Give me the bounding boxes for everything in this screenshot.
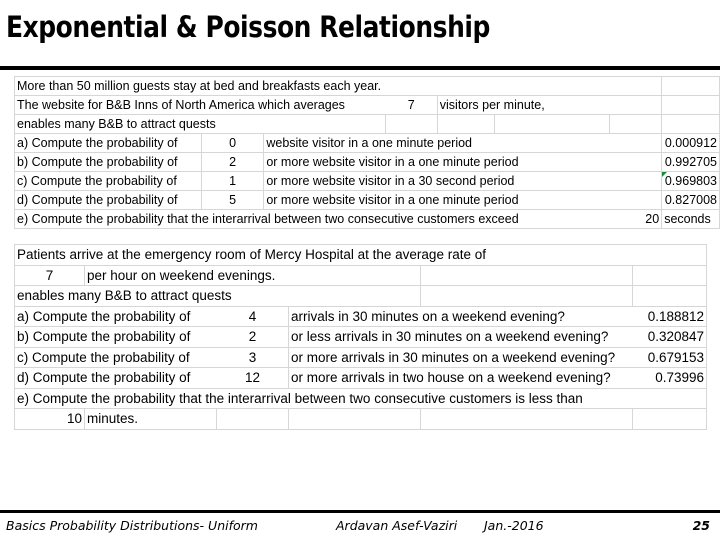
cell-empty[interactable] [662,77,720,96]
cell-intro-line1[interactable]: Patients arrive at the emergency room of Mercy Hospital at the average rate of [15,245,633,266]
cell-question-number[interactable]: 4 [217,306,289,327]
cell-empty[interactable] [609,96,662,115]
cell-empty[interactable] [633,286,707,307]
cell-empty[interactable] [662,115,720,134]
cell-empty[interactable] [662,96,720,115]
cell-empty[interactable] [609,191,662,210]
cell-result[interactable]: 0.679153 [633,347,707,368]
cell-question-number[interactable]: 5 [201,191,263,210]
table-row [15,191,720,210]
table-row [15,409,707,430]
cell-intro-line3[interactable]: enables many B&B to attract quests [15,286,289,307]
table-row [15,368,707,389]
footer-divider [0,510,720,513]
table-row [15,327,707,348]
cell-empty[interactable] [421,265,633,286]
cell-question-label[interactable]: b) Compute the probability of [15,153,202,172]
cell-empty[interactable] [609,77,662,96]
cell-question-number[interactable]: 2 [201,153,263,172]
cell-question-description[interactable]: website visitor in a one minute period [264,134,609,153]
cell-question-label[interactable]: a) Compute the probability of [15,306,217,327]
cell-question-description[interactable]: or more website visitor in a one minute period [264,191,609,210]
cell-result[interactable]: 0.000912 [662,134,720,153]
cell-intro-line1[interactable]: More than 50 million guests stay at bed and breakfasts each year. [15,77,610,96]
cell-intro-line2[interactable]: The website for B&B Inns of North America which averages [15,96,386,115]
cell-question-description[interactable]: or more arrivals in two house on a weekend evening? [289,368,633,389]
cell-empty[interactable] [289,265,421,286]
cell-question-description[interactable]: or more website visitor in a one minute period [264,153,609,172]
cell-question-e-unit[interactable]: minutes. [85,409,217,430]
spreadsheet-bnb-visitors[interactable] [14,76,720,229]
cell-empty[interactable] [289,286,421,307]
cell-intro-line2-suffix[interactable]: visitors per minute, [437,96,609,115]
table-row [15,153,720,172]
cell-question-e-text[interactable]: e) Compute the probability that the interarrival between two consecutive customers exceed [15,210,610,229]
footer-course-title: Basics Probability Distributions- Uniform [6,518,258,533]
cell-question-number[interactable]: 2 [217,327,289,348]
cell-visitor-rate[interactable]: 7 [385,96,437,115]
cell-question-number[interactable]: 12 [217,368,289,389]
cell-question-label[interactable]: b) Compute the probability of [15,327,217,348]
cell-question-description[interactable]: arrivals in 30 minutes on a weekend evening? [289,306,633,327]
table-row [15,96,720,115]
cell-question-e-unit[interactable]: seconds [662,210,720,229]
cell-question-number[interactable]: 3 [217,347,289,368]
cell-question-label[interactable]: c) Compute the probability of [15,172,202,191]
spreadsheet-hospital-arrivals[interactable] [14,244,707,430]
footer-author: Ardavan Asef-Vaziri [336,518,458,533]
cell-result[interactable]: 0.73996 [633,368,707,389]
cell-question-e-number[interactable]: 20 [609,210,662,229]
table-row [15,388,707,409]
cell-empty[interactable] [609,115,662,134]
cell-result[interactable]: 0.827008 [662,191,720,210]
table-row [15,347,707,368]
table-row [15,134,720,153]
table-row [15,115,720,134]
cell-result[interactable]: 0.969803 [662,172,720,191]
cell-question-description[interactable]: or less arrivals in 30 minutes on a weekend evening? [289,327,633,348]
cell-question-description[interactable]: or more website visitor in a 30 second period [264,172,609,191]
cell-empty[interactable] [385,115,437,134]
cell-empty[interactable] [217,409,289,430]
cell-question-e-number[interactable]: 10 [15,409,85,430]
table-row [15,77,720,96]
cell-empty[interactable] [609,153,662,172]
title-underline [0,66,720,70]
cell-question-e-text[interactable]: e) Compute the probability that the interarrival between two consecutive customers is less than [15,388,633,409]
page-title: Exponential & Poisson Relationship [6,10,490,44]
table-row [15,210,720,229]
footer-page-number: 25 [692,518,710,533]
cell-question-label[interactable]: d) Compute the probability of [15,191,202,210]
cell-question-label[interactable]: c) Compute the probability of [15,347,217,368]
cell-empty[interactable] [633,388,707,409]
cell-empty[interactable] [421,286,633,307]
cell-empty[interactable] [437,115,494,134]
cell-question-description[interactable]: or more arrivals in 30 minutes on a weekend evening? [289,347,633,368]
cell-arrival-rate[interactable]: 7 [15,265,85,286]
cell-question-label[interactable]: a) Compute the probability of [15,134,202,153]
cell-intro-line3[interactable]: enables many B&B to attract quests [15,115,264,134]
cell-result[interactable]: 0.188812 [633,306,707,327]
cell-empty[interactable] [609,134,662,153]
cell-result[interactable]: 0.320847 [633,327,707,348]
cell-empty[interactable] [609,172,662,191]
cell-empty[interactable] [289,409,421,430]
cell-empty[interactable] [264,115,385,134]
table-row [15,172,720,191]
cell-question-number[interactable]: 0 [201,134,263,153]
table-row [15,306,707,327]
cell-empty[interactable] [633,409,707,430]
cell-intro-line2[interactable]: per hour on weekend evenings. [85,265,289,286]
cell-question-label[interactable]: d) Compute the probability of [15,368,217,389]
table-row [15,286,707,307]
cell-empty[interactable] [633,265,707,286]
cell-empty[interactable] [494,115,609,134]
footer-date: Jan.-2016 [484,518,544,533]
cell-question-number[interactable]: 1 [201,172,263,191]
cell-result[interactable]: 0.992705 [662,153,720,172]
cell-empty[interactable] [421,409,633,430]
table-row [15,245,707,266]
cell-empty[interactable] [633,245,707,266]
table-row [15,265,707,286]
